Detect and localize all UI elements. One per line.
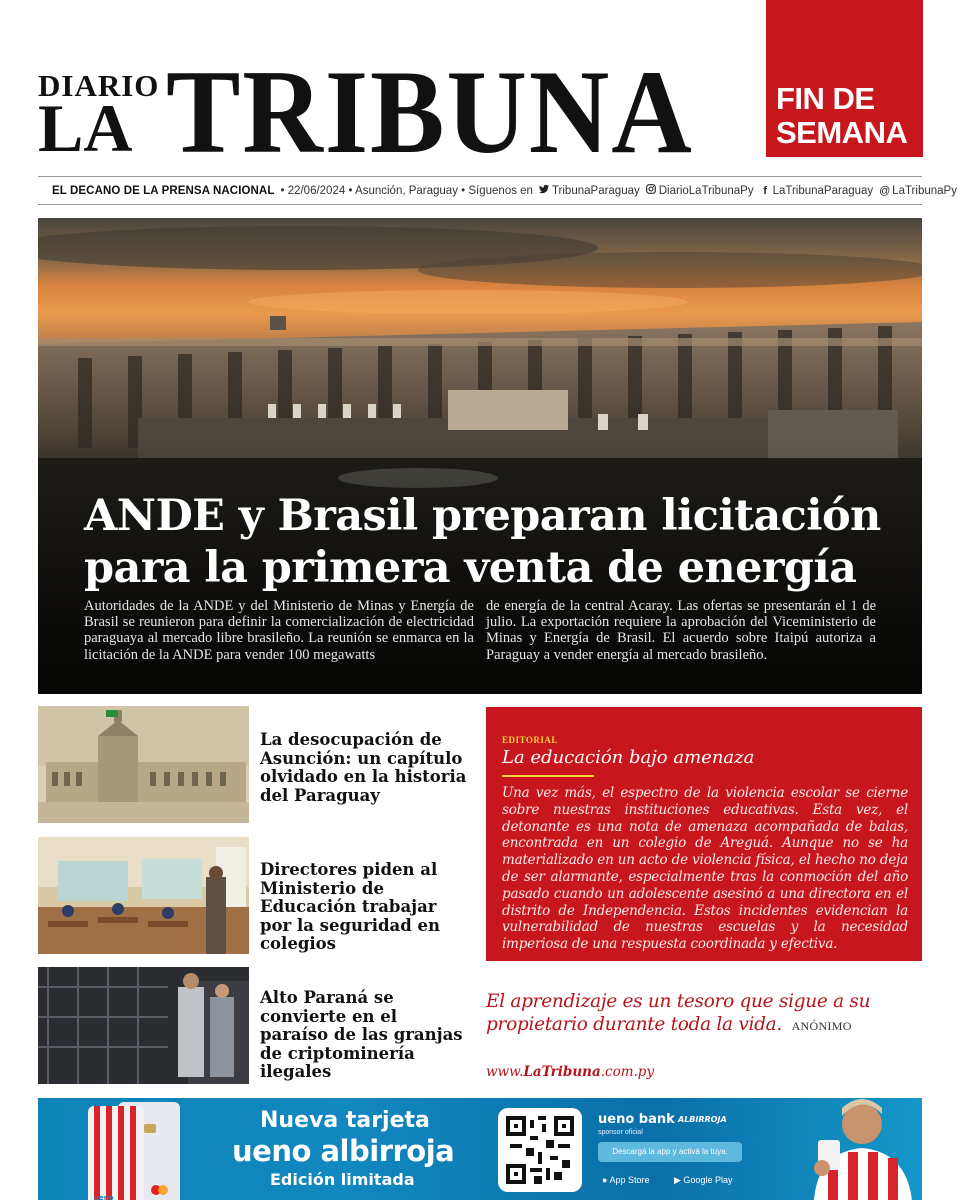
website-prefix: www.: [486, 1064, 524, 1080]
twitter-handle: TribunaParaguay: [551, 184, 640, 197]
ad-banner[interactable]: [38, 1098, 922, 1200]
weekend-edition-badge: [766, 0, 923, 157]
social-instagram[interactable]: [646, 184, 754, 197]
twitter-icon: [539, 185, 550, 197]
google-play-link[interactable]: [674, 1172, 732, 1188]
editorial-title[interactable]: La educación bajo amenaza: [502, 747, 755, 768]
facebook-handle: LaTribunaParaguay: [772, 184, 874, 197]
motto: EL DECANO DE LA PRENSA NACIONAL: [52, 184, 275, 197]
website-link[interactable]: [486, 1064, 654, 1080]
hero-story[interactable]: [38, 218, 922, 694]
ad-headline-3: Edición limitada: [270, 1170, 415, 1189]
website-suffix: .com.py: [600, 1064, 655, 1080]
ad-headline-2: ueno albirroja: [232, 1134, 455, 1168]
weekend-line-1: FIN DE: [776, 81, 875, 116]
ad-sponsor: sponsor oficial: [598, 1129, 643, 1136]
hero-summary-col-1: Autoridades de la ANDE y del Ministerio de Minas y Energía de Brasil se reunieron para definir la comercialización de electricidad paraguaya al mercado libre brasileño. La reunión se enmarca en la licitación de la ANDE para vender 100 megawatts: [84, 598, 474, 663]
qr-code-icon[interactable]: [498, 1108, 582, 1192]
story-headline-3[interactable]: Alto Paraná se convierte en el paraíso de las granjas de criptominería ilegales: [260, 988, 463, 1081]
threads-handle: LaTribunaPy: [892, 184, 957, 197]
quote-text: El aprendizaje es un tesoro que sigue a su propietario durante toda la vida.: [486, 991, 871, 1035]
story-headline-1[interactable]: La desocupación de Asunción: un capítulo olvidado en la historia del Paraguay: [260, 730, 467, 805]
date-location: • 22/06/2024 • Asunción, Paraguay • Síguenos en: [280, 184, 533, 197]
story-item-2[interactable]: [38, 837, 478, 955]
weekend-line-2: SEMANA: [776, 115, 908, 150]
facebook-icon: f: [763, 184, 767, 197]
card-illustration: [88, 1100, 188, 1200]
ad-brand: ueno bank: [598, 1112, 675, 1127]
quote-author: ANÓNIMO: [791, 1019, 852, 1033]
instagram-handle: DiarioLaTribunaPy: [658, 184, 754, 197]
editorial-body: Una vez más, el espectro de la violencia escolar se cierne sobre nuestras instituciones educativas. Esta vez, el detonante es una nota de amenaza acompañada de balas, encontrada en un colegio de Areguá. Aunque no se ha materializado en un acto de violencia física, el hecho no deja de ser alarmante, especialmente tras la conmoción del año pasado cuando un adolescente asesinó a una directora en el distrito de Independencia. Estos incidentes evidencian la vulnerabilidad de nuestras escuelas y la necesidad imperiosa de una respuesta coordinada y efectiva.: [502, 785, 908, 953]
app-store-link[interactable]: [602, 1172, 649, 1188]
social-threads[interactable]: [879, 185, 957, 197]
social-facebook[interactable]: [760, 185, 874, 197]
story-item-3[interactable]: [38, 967, 478, 1085]
svg-text:ueno: ueno: [94, 1194, 114, 1200]
threads-icon: @: [879, 184, 891, 197]
ad-player-photo: [778, 1098, 922, 1200]
hero-headline[interactable]: ANDE y Brasil preparan licitación para la primera venta de energía: [84, 491, 881, 593]
ad-cta: Descargá la app y activá la tuya.: [598, 1142, 742, 1162]
story-thumbnail-classroom: [38, 837, 249, 954]
editorial-kicker: EDITORIAL: [502, 735, 558, 745]
website-brand: LaTribuna: [523, 1064, 601, 1080]
story-thumbnail-palace: [38, 706, 249, 823]
editorial-box[interactable]: [486, 707, 922, 961]
app-store-label: App Store: [609, 1175, 650, 1185]
editorial-rule: [502, 775, 594, 777]
ad-albirroja-logo: ALBIRROJA: [678, 1115, 727, 1124]
hero-summary-col-2: de energía de la central Acaray. Las ofertas se presentarán el 1 de julio. La exportación requiere la aprobación del Viceministerio de Minas y Energía de Brasil. El acuerdo sobre Itaipú autoriza a Paraguay a vender energía al mercado brasileño.: [486, 598, 876, 663]
info-bar: [38, 176, 957, 205]
quote-of-the-day: [486, 990, 922, 1038]
story-item-1[interactable]: [38, 706, 478, 824]
ad-headline-1: Nueva tarjeta: [260, 1108, 430, 1133]
apple-icon: ●: [602, 1175, 610, 1185]
story-headline-2[interactable]: Directores piden al Ministerio de Educación trabajar por la seguridad en colegios: [260, 860, 440, 953]
logo-la: LA: [38, 90, 133, 166]
logo-diario: DIARIO: [38, 68, 160, 103]
social-twitter[interactable]: [539, 185, 640, 197]
masthead: [38, 0, 922, 178]
story-thumbnail-crypto-farm: [38, 967, 249, 1084]
google-play-label: Google Play: [683, 1175, 733, 1185]
instagram-icon: [646, 184, 657, 197]
play-icon: ▶: [674, 1175, 684, 1185]
logo-tribuna: TRIBUNA: [166, 45, 694, 178]
